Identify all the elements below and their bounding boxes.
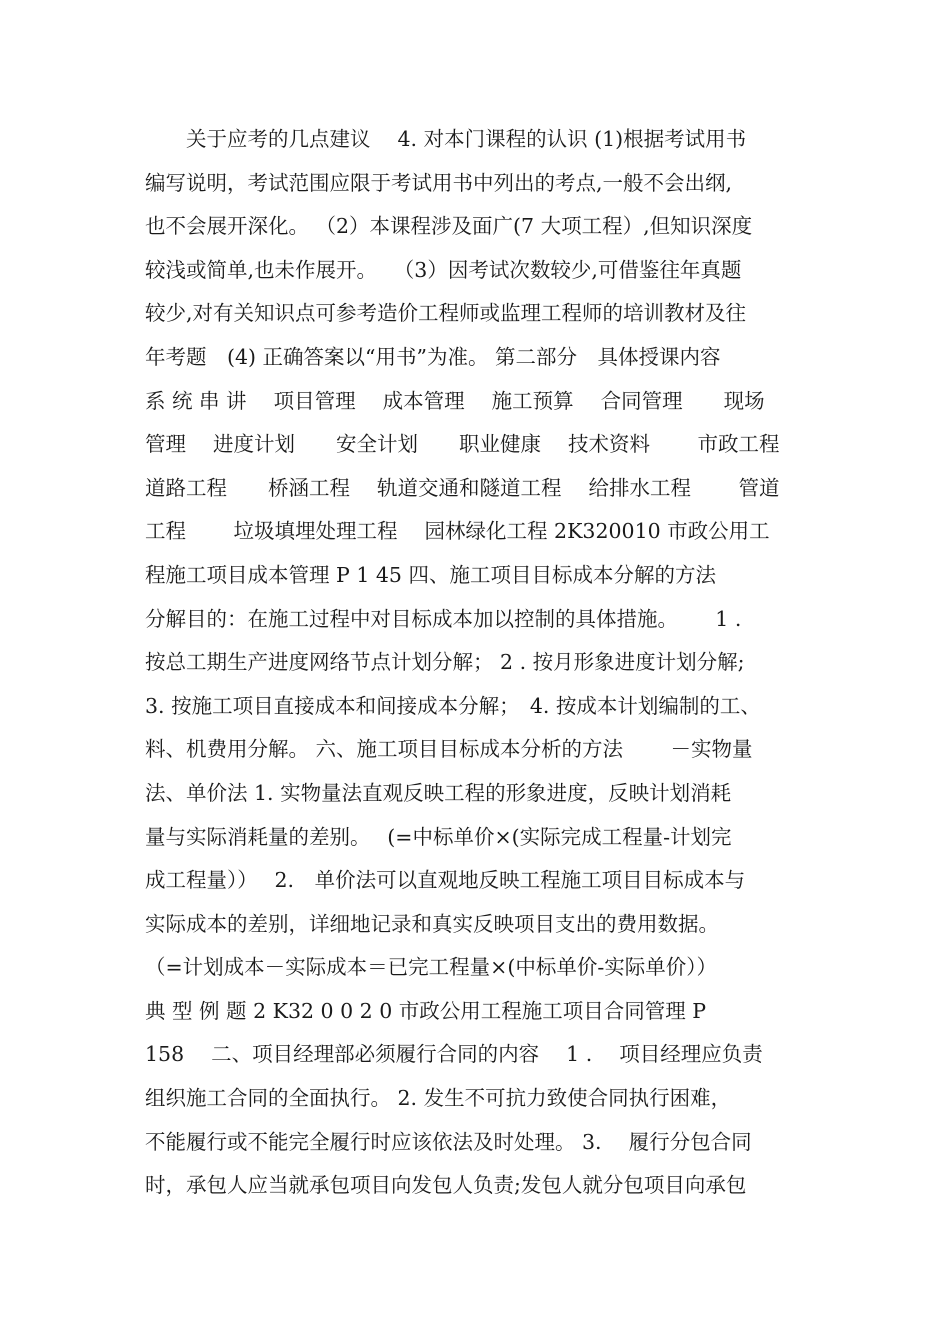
text-line: 3. 按施工项目直接成本和间接成本分解； 4. 按成本计划编制的工、 [145, 693, 761, 718]
text-line: 时，承包人应当就承包项目向发包人负责;发包人就分包项目向承包 [145, 1173, 747, 1198]
text-line: 典 型 例 题 2 K32 0 0 2 0 市政公用工程施工项目合同管理 P [145, 998, 707, 1023]
text-line: 量与实际消耗量的差别。 (=中标单价×(实际完成工程量-计划完 [145, 824, 732, 849]
text-line: 系 统 串 讲 项目管理 成本管理 施工预算 合同管理 现场 [145, 388, 765, 413]
text-line: 关于应考的几点建议 4. 对本门课程的认识 (1)根据考试用书 [145, 127, 747, 151]
text-line: 道路工程 桥涵工程 轨道交通和隧道工程 给排水工程 管道 [145, 475, 780, 500]
text-line: 成工程量）） 2. 单价法可以直观地反映工程施工项目目标成本与 [145, 868, 746, 893]
text-line: 较浅或简单,也未作展开。 （3）因考试次数较少,可借鉴往年真题 [145, 257, 742, 282]
text-line: 不能履行或不能完全履行时应该依法及时处理。 3. 履行分包合同 [145, 1129, 752, 1154]
text-line: 按总工期生产进度网络节点计划分解； 2 . 按月形象进度计划分解; [145, 650, 745, 675]
text-line: 组织施工合同的全面执行。 2. 发生不可抗力致使合同执行困难， [145, 1086, 732, 1111]
body-text [145, 118, 825, 1208]
text-line: 158 二、项目经理部必须履行合同的内容 1 . 项目经理应负责 [145, 1042, 763, 1067]
text-line: 较少,对有关知识点可参考造价工程师或监理工程师的培训教材及往 [145, 301, 747, 326]
text-line: 料、机费用分解。 六、施工项目目标成本分析的方法 －实物量 [145, 737, 753, 762]
text-line: 工程 垃圾填埋处理工程 园林绿化工程 2K320010 市政公用工 [145, 519, 770, 544]
text-line: 程施工项目成本管理 P 1 45 四、施工项目目标成本分解的方法 [145, 562, 716, 587]
text-line: （=计划成本－实际成本＝已完工程量×(中标单价-实际单价）） [145, 955, 718, 980]
text-line: 法、单价法 1. 实物量法直观反映工程的形象进度，反映计划消耗 [145, 780, 732, 805]
text-line: 实际成本的差别，详细地记录和真实反映项目支出的费用数据。 [145, 911, 719, 936]
text-line: 管理 进度计划 安全计划 职业健康 技术资料 市政工程 [145, 432, 780, 457]
text-line: 分解目的：在施工过程中对目标成本加以控制的具体措施。 1 . [145, 606, 742, 631]
text-line: 也不会展开深化。 （2）本课程涉及面广(7 大项工程）,但知识深度 [145, 214, 753, 239]
text-line: 年考题 (4) 正确答案以“用书”为准。 第二部分 具体授课内容 [145, 344, 721, 369]
text-line: 编写说明，考试范围应限于考试用书中列出的考点,一般不会出纲, [145, 170, 733, 195]
